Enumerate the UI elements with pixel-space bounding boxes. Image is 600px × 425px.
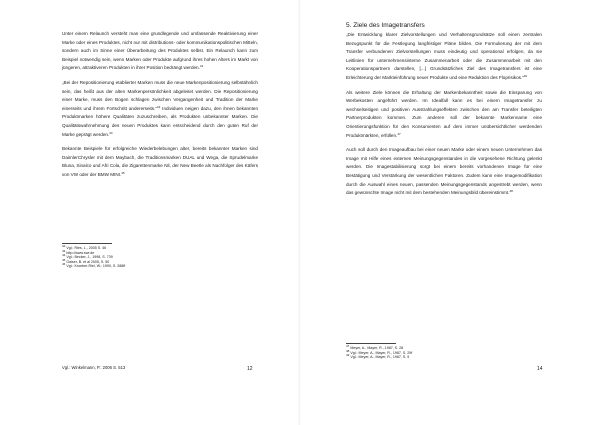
paragraph-repositionierung: „Bei der Repositionierung etablierter Marken muss die neue Markenpositionierung selbstähnlich sein, das heißt aus der alten Markenpersönlichkeit abgeleitet werden. Die Repositionierung einer Marke, muss den Bogen schlagen zwischen Vergangenheit und Tradition der Marke einerseits und ihrem Fortschritt andererseits.“$^{43}$ Individuen neigen dazu, den ihnen bekannten Produktmarken höhere Qualitäten zuzuschreiben, als Produkten unbekannter Marken. Die Qualitätswahrnehmung des neuen Produktes kann entscheidend durch den guten Ruf der Marke geprägt werden.$^{44}$ bbox=[62, 79, 259, 137]
page-number-right: 14 bbox=[537, 366, 543, 372]
right-page bbox=[300, 0, 600, 425]
paragraph-relaunch: Unter einem Relaunch versteht man eine grundlegende und umfassende Reaktivierung einer Marke oder eines Produktes, nicht nur mit distributions- oder kommunikationspolitischen Mitteln, sondern auch im Sinne einer Überarbeitung des Produktes selbst. Ein Relaunch kann zum Beispiel notwendig sein, wenn Marken oder Produkte aufgrund ihres hohen Alters im Markt von jüngeren, attraktiveren Produkten in ihrer Position bedrängt werden.$^{42}$ bbox=[62, 31, 258, 71]
paragraph-imageaufbau: Auch soll durch den Imageaufbau bei einer neuen Marke oder einem neuen Unternehmen das Image mit Hilfe eines externen Meinungsgegenstandes in die vorgesehene Richtung gelenkt werden. Die Imagestabilisierung sorgt bei einem bereits vorhandenen Image für eine Bestätigung und Verstärkung der wesentlichen Faktoren. Zudem kann eine Imagemodifikation durch die Auswahl eines neuen, passenden Meinungsgegenstands angestrebt werden, wenn das gewünschte Image nicht mit dem bestehenden Meinungsbild übereinstimmt.$^{48}$ bbox=[346, 147, 542, 196]
section-heading: 5. Ziele des Imagetransfers bbox=[346, 22, 425, 29]
bottom-note: Vgl.: Winkelmann, P.: 2006 S. 513 bbox=[62, 365, 126, 370]
footnote: $^{43}$ http://www.swr.de bbox=[62, 248, 95, 255]
footnote: $^{49}$ Vgl.: Meyer, A., Mayer, R., 1987, S. 9 bbox=[346, 353, 410, 360]
footnote: $^{42}$ Vgl.: Ries, L., 2005 S. 46 bbox=[62, 244, 107, 250]
footnote: $^{48}$ Vgl.: Meyer, A., Mayer, R., 1987, S. 29f bbox=[346, 348, 413, 355]
left-body bbox=[62, 30, 258, 186]
footnote: $^{46}$ Vgl.: Kroeber-Riel, W.: 1990, S. 288ff bbox=[62, 262, 126, 269]
right-body bbox=[346, 21, 542, 204]
paragraph-zielvorstellungen: „Die Entwicklung klarer Zielvorstellungen und Verhaltensgrundsätze soll einen zentralen Bezugspunkt für die Festlegung langfristiger Pläne bilden. Die Formulierung der mit dem Transfer verbundenen Zielvorstellungen muss eindeutig und operational erfolgen, da sie Leitlinien für unternehmensinterne Zusammenarbeit oder die Zusammenarbeit mit den Kooperationspartnern darstellen, [...] Grundsätzliches Ziel des Imagetransfers ist eine Erleichterung der Markteinführung neuer Produkte und eine Reduktion des Floprisikos.“$^{46}$ bbox=[346, 32, 542, 80]
footnote: $^{44}$ Vgl.: Becker, J., 1998, S. 739 bbox=[62, 253, 113, 260]
page-number-left: 12 bbox=[247, 366, 253, 372]
paragraph-weitere-ziele: Als weitere Ziele können die Erhaltung der Markenbekanntheit sowie die Einsparung von Werbekosten angeführt werden. Im Idealfall kann es bei einem Imagetransfer zu wechselseitigen und positiven Ausstrahlungseffekten zwischen den am Transfer beteiligten Partnerprodukten kommen. Zum anderen soll der bekannte Markenname eine Orientierungsfunktion für den Konsumenten auf dem immer unübersichtlicher werdenden Produktmärkten, erfüllen.$^{47}$ bbox=[346, 89, 542, 138]
paragraph-beispiele: Bekannte Beispiele für erfolgreiche Wiederbelebungen alter, bereits bekannter Marken sind DaimlerChrysler mit dem Maybach, die Traditionsmarken DUAL und Wega, die Sprudelmarke Bluna, Sinalco und Afri Cola, die Zigarettenmarke Nil, der New Beetle als Nachfolger des Käfers von VW oder der BMW MINI.$^{45}$ bbox=[62, 146, 258, 177]
left-footnotes bbox=[62, 243, 258, 269]
right-footnotes bbox=[346, 343, 542, 360]
footnote-divider bbox=[346, 343, 396, 344]
footnote-divider bbox=[62, 243, 112, 244]
footnote: $^{45}$ Gaiser, B. et al 2005, S. 50 bbox=[62, 257, 110, 264]
footnote: $^{47}$ Meyer, A., Mayer, R., 1987, S. 28 bbox=[346, 344, 404, 350]
